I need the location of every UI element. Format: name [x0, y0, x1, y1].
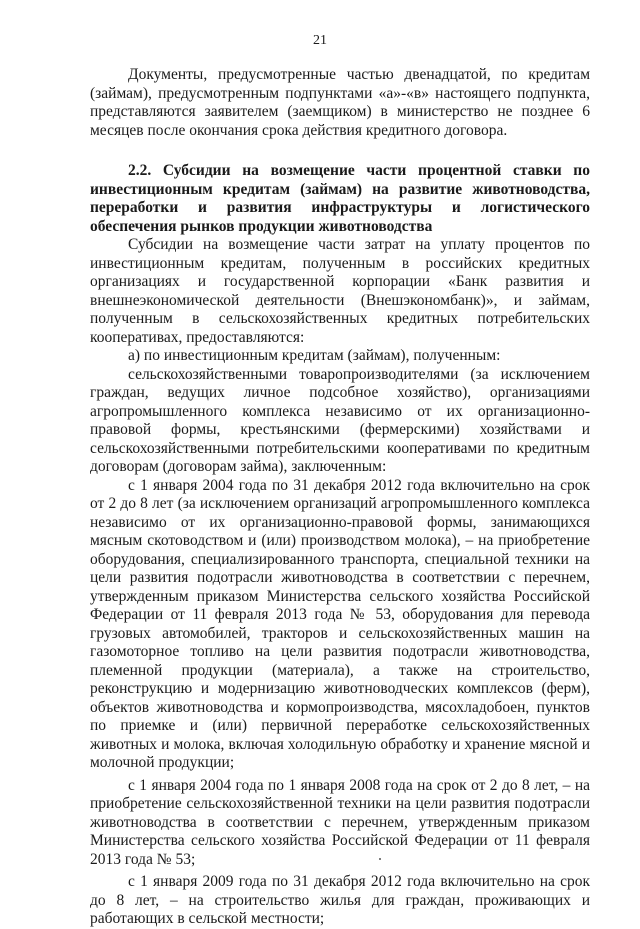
- paragraph-period-2009-2012: с 1 января 2009 года по 31 декабря 2012 года включительно на срок до 8 лет, – на строительство жилья для граждан, проживающих и работающих в сельской местности;: [90, 873, 590, 927]
- paragraph-recipients: сельскохозяйственными товаропроизводителями (за исключением граждан, ведущих личное подсобное хозяйство), организациями агропромышленного комплекса независимо от их организационно-правовой формы, крестьянскими (фермерскими) хозяйствами и сельскохозяйственными потребительскими кооперативами по кредитным договорам (договорам займа), заключенным:: [90, 365, 590, 475]
- paragraph-subsidies-intro: Субсидии на возмещение части затрат на уплату процентов по инвестиционным кредитам, полученным в российских кредитных организациях и государственной корпорации «Банк развития и внешнеэкономической деятельности (Внешэкономбанк)», и займам, полученным в сельскохозяйственных кредитных потребительских кооперативах, предоставляются:: [90, 236, 590, 346]
- intro-paragraph: Документы, предусмотренные частью двенадцатой, по кредитам (займам), предусмотренным подпунктами «а»-«в» настоящего подпункта, представляются заявителем (заемщиком) в министерство не позднее 6 месяцев после окончания срока действия кредитного договора.: [90, 66, 590, 139]
- section-title: 2.2. Субсидии на возмещение части процентной ставки по инвестиционным кредитам (займам) на развитие животноводства, переработки и развития инфраструктуры и логистического обеспечения рынков продукции животноводства: [90, 162, 590, 235]
- paragraph-period-2004-2008: с 1 января 2004 года по 1 января 2008 года на срок от 2 до 8 лет, – на приобретение сельскохозяйственной техники на цели развития подотрасли животноводства в соответствии с перечнем, утвержденным приказом Министерства сельского хозяйства Российской Федерации от 11 февраля 2013 года № 53;: [90, 776, 590, 868]
- paragraph-period-2004-2012: с 1 января 2004 года по 31 декабря 2012 года включительно на срок от 2 до 8 лет (за исключением организаций агропромышленного комплекса независимо от их организационно-правовой формы, занимающихся мясным скотоводством и (или) производством молока), – на приобретение оборудования, специализированного транспорта, специальной техники на цели развития подотрасли животноводства в соответствии с перечнем, утвержденным приказом Министерства сельского хозяйства Российской Федерации от 11 февраля 2013 года № 53, оборудования для перевода грузовых автомобилей, тракторов и сельскохозяйственных машин на газомоторное топливо на цели развития подотрасли животноводства, племенной продукции (материала), а также на строительство, реконструкцию и модернизацию животноводческих комплексов (ферм), объектов животноводства и кормопроизводства, мясохладобоен, пунктов по приемке и (или) первичной переработке сельскохозяйственных животных и молока, включая холодильную обработку и хранение мясной и молочной продукции;: [90, 476, 590, 771]
- scan-speck: [379, 858, 381, 860]
- document-body: [90, 66, 590, 929]
- paragraph-item-a: а) по инвестиционным кредитам (займам), полученным:: [128, 347, 501, 364]
- page-number: 21: [313, 33, 327, 48]
